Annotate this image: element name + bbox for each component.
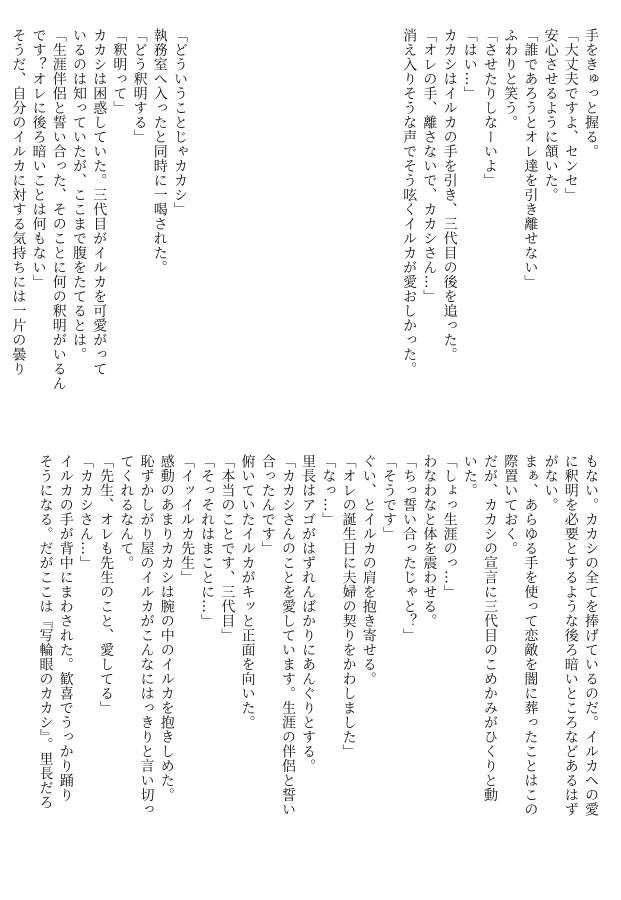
upper-left-text-block: 「どういうことじゃカカシ」 執務室へ入ったと同時に一喝された。 「どう釈明する」 「釈明って」 カカシは困惑していた。三代目がイルカを可愛がって いるのは知っていたが、ここまで腹をたてるとは。 「生涯伴侶と誓い合った、そのことに何の釈明がいるん です？オレに後ろ暗いことは何もない」 そうだ、自分のイルカに対する気持ちには一片の曇り <box>10 28 188 391</box>
upper-right-text-block: 手をきゅっと握る。 「大丈夫ですよ、センセ」 安心させるように頷いた。 「誰であろうとオレ達を引き離せない」 ふわりと笑う。 「させたりしなーいよ」 「はい…」 カカシはイルカの手を引き、三代目の後を追った。 「オレの手、離さないで、カカシさん…」 消え入りそうな声でそう呟くイルカが愛おしかった。 <box>401 28 599 376</box>
lower-text-block: もない。カカシの全てを捧げているのだ。イルカへの愛 に釈明を必要とするような後ろ暗いところなどあるはず がない。 まぁ、あらゆる手を使って恋敵を闇に葬ったことはこの 際置いておく。 だが、カカシの宣言に三代目のこめかみがひくりと動 いた。 「しょっ生涯のっ…」 わなわなと体を震わせる。 「ちっ誓い合ったじゃと？」 「そうです」 ぐい、とイルカの肩を抱き寄せる。 「オレの誕生日に夫婦の契りをかわしました」 「なっ…」 里長はアゴがはずれんばかりにあんぐりとする。 「カカシさんのことを愛しています。生涯の伴侶と誓い 合ったんです」 俯いていたイルカがキッと正面を向いた。 「本当のことです、三代目」 「そっそれはまことに…」 「イッイルカ先生」 感動のあまりカカシは腕の中のイルカを抱きしめた。 恥ずかしがり屋のイルカがこんなにはっきりと言い切っ てくれるなんて。 「先生、オレも先生のこと、愛してる」 「カカシさん…」 イルカの手が背中にまわされた。歓喜でうっかり踊り そうになる。だがここは『写輪眼のカカシ』。里長だろ <box>37 454 599 817</box>
